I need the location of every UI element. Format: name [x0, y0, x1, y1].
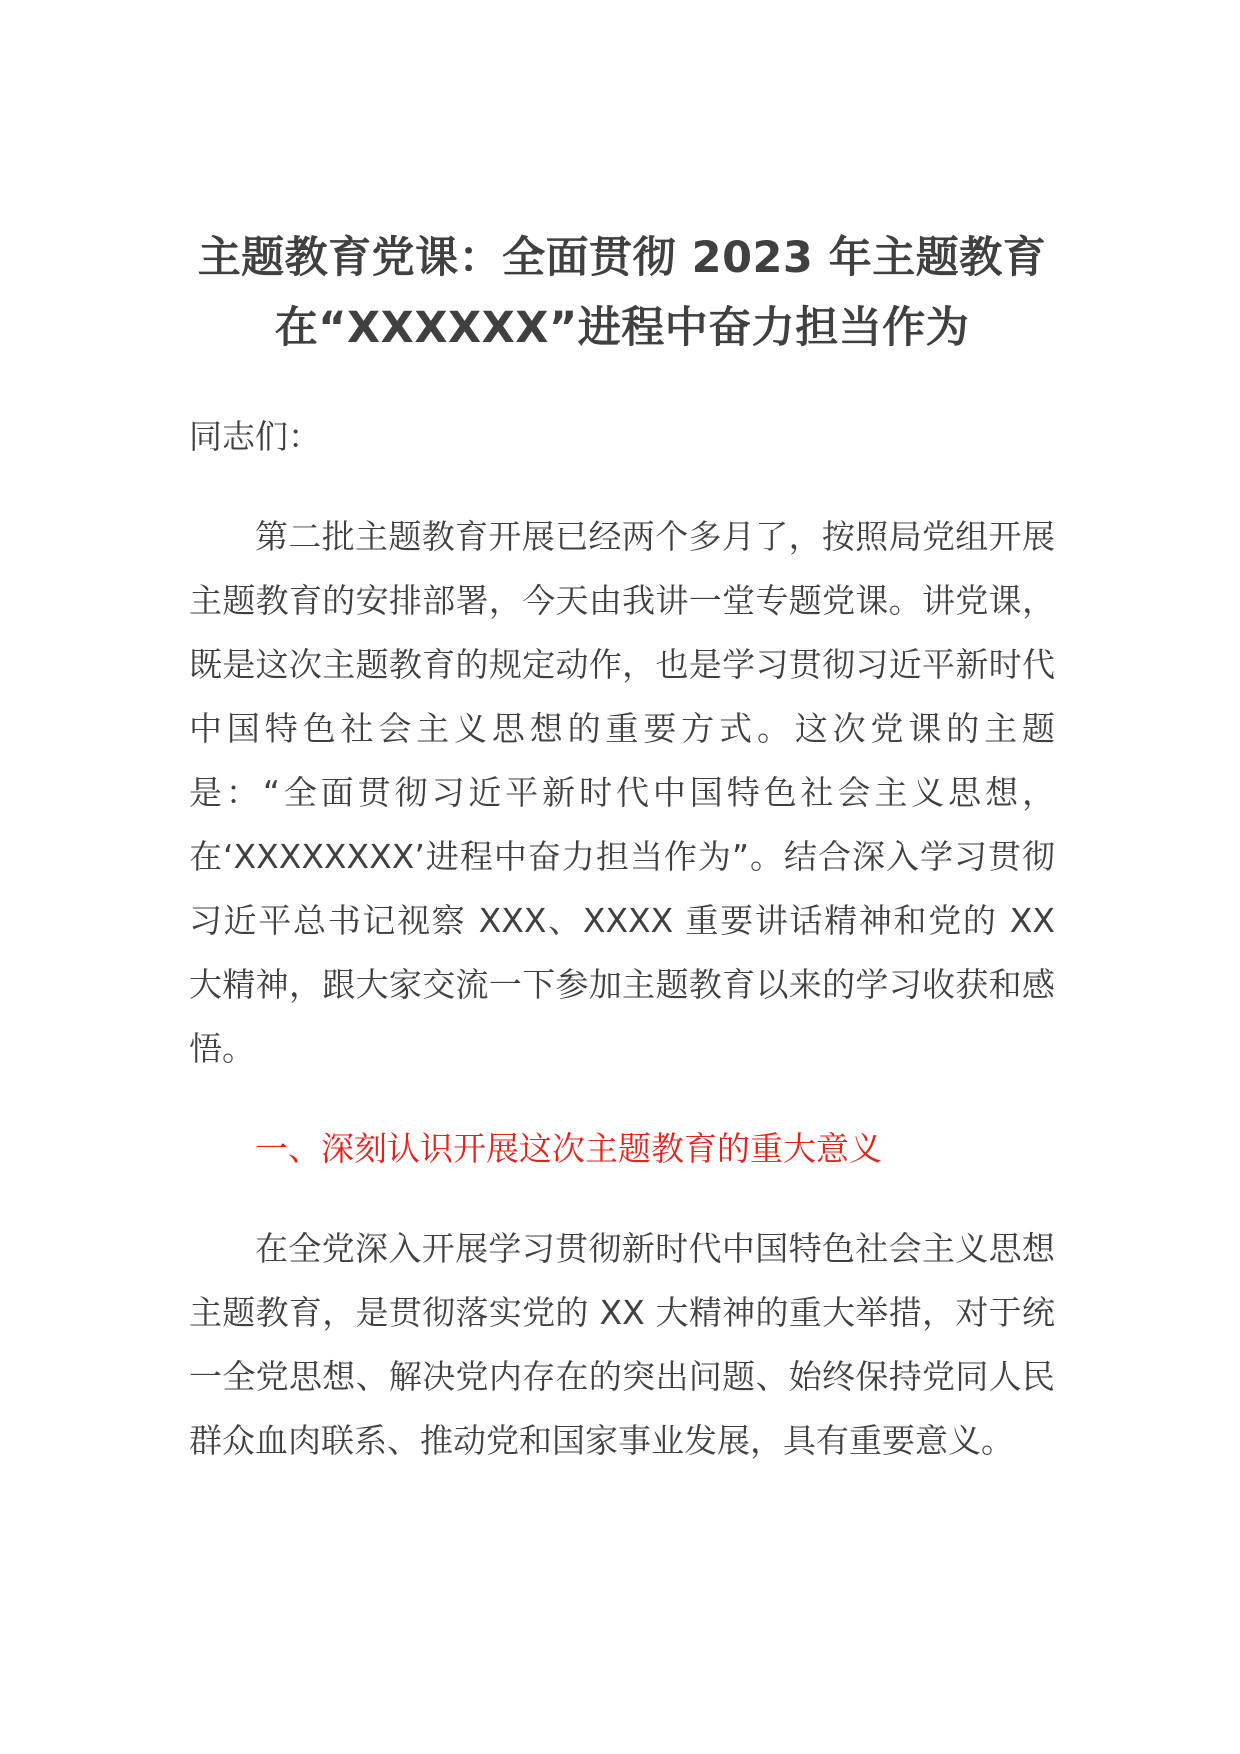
salutation: 同志们： — [189, 417, 321, 456]
paragraph-intro: 第二批主题教育开展已经两个多月了，按照局党组开展主题教育的安排部署，今天由我讲一堂专题党课。讲党课，既是这次主题教育的规定动作，也是学习贯彻习近平新时代中国特色社会主义思想的重要方式。这次党课的主题是：“全面贯彻习近平新时代中国特色社会主义思想，在‘XXXXXXXX’进程中奋力担当作为”。结合深入学习贯彻习近平总书记视察 XXX、XXXX 重要讲话精神和党的 XX 大精神，跟大家交流一下参加主题教育以来的学习收获和感悟。 — [189, 517, 1055, 1068]
paragraph-significance: 在全党深入开展学习贯彻新时代中国特色社会主义思想主题教育，是贯彻落实党的 XX 大精神的重大举措，对于统一全党思想、解决党内存在的突出问题、始终保持党同人民群众血肉联系、推动党和国家事业发展，具有重要意义。 — [189, 1229, 1055, 1460]
document-body — [189, 223, 1055, 1473]
document-title: 主题教育党课：全面贯彻 2023 年主题教育在“XXXXXX”进程中奋力担当作为 — [197, 233, 1047, 353]
section-heading-1: 一、深刻认识开展这次主题教育的重大意义 — [255, 1129, 882, 1168]
